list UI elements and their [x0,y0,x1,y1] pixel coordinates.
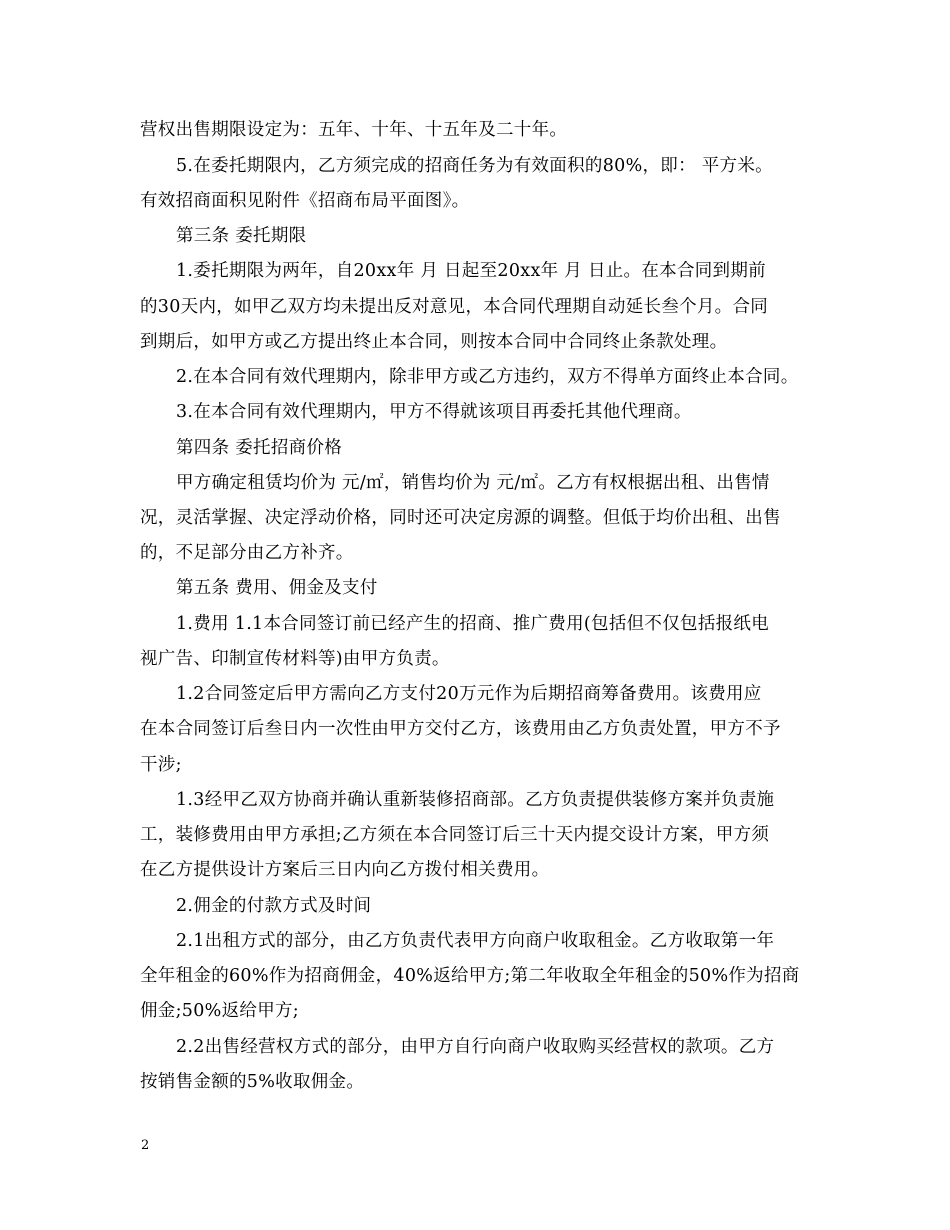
text-line: 3.在本合同有效代理期内，甲方不得就该项目再委托其他代理商。 [176,402,692,422]
text-line: 况，灵活掌握、决定浮动价格，同时还可决定房源的调整。但低于均价出租、出售 [140,508,781,528]
text-line: 视广告、印制宣传材料等)由甲方负责。 [140,649,450,669]
text-line: 工，装修费用由甲方承担;乙方须在本合同签订后三十天内提交设计方案，甲方须 [140,825,770,845]
section-heading: 第三条 委托期限 [176,226,307,246]
text-line: 5.在委托期限内，乙方须完成的招商任务为有效面积的80%，即： 平方米。 [176,156,773,176]
text-line: 的30天内，如甲乙双方均未提出反对意见，本合同代理期自动延长叁个月。合同 [140,297,769,317]
page-number: 2 [141,1138,150,1153]
text-line: 全年租金的60%作为招商佣金，40%返给甲方;第二年收取全年租金的50%作为招商 [140,966,800,986]
text-line: 在本合同签订后叁日内一次性由甲方交付乙方，该费用由乙方负责处置，甲方不予 [140,719,781,739]
text-line: 1.2合同签定后甲方需向乙方支付20万元作为后期招商筹备费用。该费用应 [176,684,762,704]
text-line: 2.佣金的付款方式及时间 [176,896,372,916]
section-heading: 第四条 委托招商价格 [176,438,343,458]
text-line: 2.在本合同有效代理期内，除非甲方或乙方违约，双方不得单方面终止本合同。 [176,367,799,387]
text-line: 2.1出租方式的部分，由乙方负责代表甲方向商户收取租金。乙方收取第一年 [176,931,775,951]
text-line: 到期后，如甲方或乙方提出终止本合同，则按本合同中合同终止条款处理。 [140,332,728,352]
text-line: 营权出售期限设定为：五年、十年、十五年及二十年。 [140,120,568,140]
section-heading: 第五条 费用、佣金及支付 [176,578,378,598]
text-line: 甲方确定租赁均价为 元/㎡，销售均价为 元/㎡。乙方有权根据出租、出售情 [176,473,770,493]
text-line: 1.3经甲乙双方协商并确认重新装修招商部。乙方负责提供装修方案并负责施 [176,790,775,810]
text-line: 1.费用 1.1本合同签订前已经产生的招商、推广费用(包括但不仅包括报纸电 [176,614,770,634]
text-line: 按销售金额的5%收取佣金。 [140,1072,365,1092]
text-line: 的，不足部分由乙方补齐。 [140,543,354,563]
text-line: 2.2出售经营权方式的部分，由甲方自行向商户收取购买经营权的款项。乙方 [176,1037,775,1057]
text-line: 干涉; [140,755,182,775]
text-line: 有效招商面积见附件《招商布局平面图》。 [140,191,470,211]
text-line: 1.委托期限为两年，自20xx年 月 日起至20xx年 月 日止。在本合同到期前 [176,261,766,281]
text-line: 在乙方提供设计方案后三日内向乙方拨付相关费用。 [140,860,550,880]
text-line: 佣金;50%返给甲方; [140,1001,299,1021]
